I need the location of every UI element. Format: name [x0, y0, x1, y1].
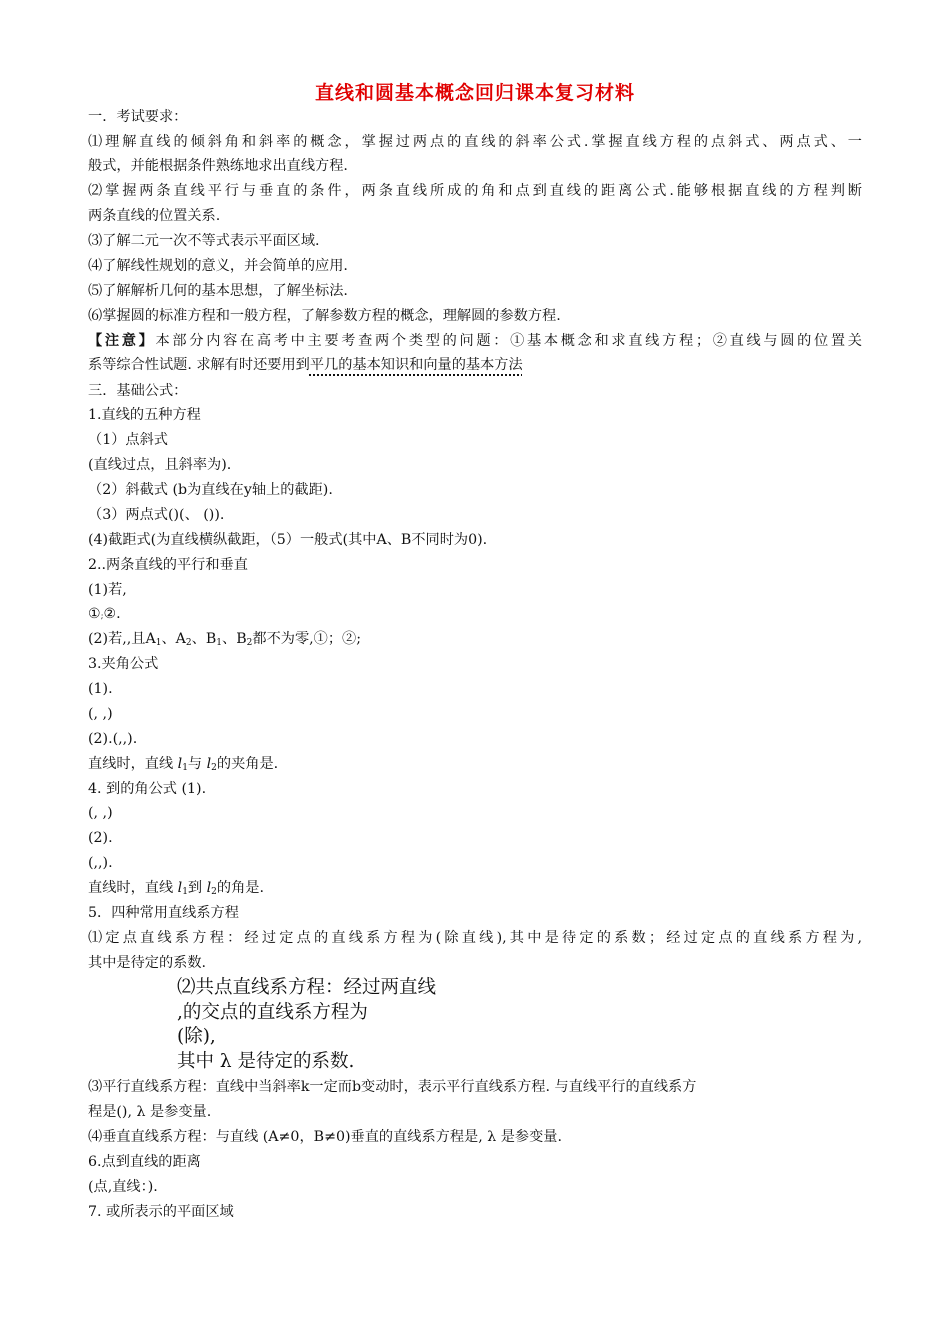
subscript: 1	[182, 887, 188, 897]
symbol: l	[177, 756, 183, 772]
formula-5-4: ⑷垂直直线系方程：与直线 (A≠0，B≠0)垂直的直线系方程是, λ 是参变量.	[88, 1129, 562, 1145]
text: (2)若,,且A	[88, 631, 156, 647]
formula-3-3	[88, 754, 278, 778]
formula-5-3-line-2: 程是(), λ 是参变量.	[88, 1104, 212, 1120]
formula-7-heading: 7. 或所表示的平面区域	[88, 1204, 234, 1220]
section-heading-requirements: 一．考试要求：	[88, 109, 188, 125]
case-2: ②.	[103, 606, 121, 622]
formula-1-1-desc: (直线过点，且斜率为).	[88, 457, 232, 473]
formula-4-heading: 4. 到的角公式 (1).	[88, 781, 207, 797]
formula-1-heading: 1.直线的五种方程	[88, 407, 201, 423]
text: 直线时，直线	[88, 880, 178, 896]
formula-1-4: (4)截距式(为直线横纵截距，（5）一般式(其中A、B不同时为0).	[88, 532, 488, 548]
requirement-2-line-2: 两条直线的位置关系.	[88, 208, 221, 224]
subscript: 2	[211, 763, 217, 773]
section-heading-formulas: 三．基础公式：	[88, 383, 188, 399]
formula-3-1-cond: (, ,)	[88, 706, 113, 722]
text: 的角是.	[216, 880, 264, 896]
requirement-5: ⑸了解解析几何的基本思想，了解坐标法.	[88, 283, 348, 299]
text: 、A	[161, 631, 186, 647]
subscript: 1	[216, 638, 223, 648]
formula-2-2	[88, 629, 361, 653]
text: 直线时，直线	[88, 756, 178, 772]
subscript: 2	[246, 638, 253, 648]
formula-6-1: (点,直线：).	[88, 1179, 158, 1195]
subscript: 2	[185, 638, 192, 648]
text: 、B	[222, 631, 247, 647]
requirement-2-line-1: ⑵掌握两条直线平行与垂直的条件，两条直线所成的角和点到直线的距离公式.能够根据直线的方程判断	[88, 183, 862, 199]
subscript: 2	[211, 887, 217, 897]
requirement-1-line-1: ⑴理解直线的倾斜角和斜率的概念，掌握过两点的直线的斜率公式.掌握直线方程的点斜式、两点式、一	[88, 134, 862, 150]
formula-4-2-cond: (,,).	[88, 855, 113, 871]
formula-5-2-line-4: 其中 λ 是待定的系数.	[177, 1051, 355, 1072]
formula-6-heading: 6.点到直线的距离	[88, 1154, 201, 1170]
symbol: l	[206, 880, 212, 896]
formula-5-1-line-2: 其中是待定的系数.	[88, 955, 207, 971]
formula-5-3-line-1: ⑶平行直线系方程：直线中当斜率k一定而b变动时，表示平行直线系方程. 与直线平行的直线系方	[88, 1079, 697, 1095]
note-text-2: 系等综合性试题. 求解有时还要用到	[88, 357, 310, 373]
case-1: ①	[88, 606, 101, 622]
formula-5-2-line-3: (除),	[177, 1026, 216, 1047]
requirement-4: ⑷了解线性规划的意义，并会简单的应用.	[88, 258, 348, 274]
formula-4-3	[88, 878, 264, 902]
formula-2-1-cases: ①;②.	[88, 606, 121, 622]
note-line-1	[88, 331, 862, 351]
formula-1-2: （2）斜截式 (b为直线在y轴上的截距).	[88, 482, 333, 498]
note-emphasis: 平几的基本知识和向量的基本方法	[309, 357, 523, 373]
note-tag: 【注意】	[88, 333, 156, 349]
symbol: l	[206, 756, 212, 772]
formula-3-heading: 3.夹角公式	[88, 656, 159, 672]
formula-1-3: （3）两点式()(、 ()).	[88, 507, 225, 523]
note-line-2	[88, 355, 523, 375]
formula-2-heading: 2..两条直线的平行和垂直	[88, 557, 248, 573]
document-title: 直线和圆基本概念回归课本复习材料	[314, 82, 635, 104]
formula-4-1-cond: (, ,)	[88, 805, 113, 821]
formula-1-1: （1）点斜式	[88, 432, 168, 448]
requirement-3: ⑶了解二元一次不等式表示平面区域.	[88, 233, 320, 249]
subscript: 1	[182, 763, 188, 773]
formula-2-1: (1)若,	[88, 582, 127, 598]
subscript: 1	[155, 638, 162, 648]
formula-3-1: (1).	[88, 681, 113, 697]
requirement-1-line-2: 般式，并能根据条件熟练地求出直线方程.	[88, 158, 348, 174]
formula-5-2-line-1: ⑵共点直线系方程：经过两直线	[177, 977, 437, 998]
text: 都不为零,①；②;	[252, 631, 361, 647]
text: 的夹角是.	[216, 756, 279, 772]
note-text-1: 本部分内容在高考中主要考查两个类型的问题：①基本概念和求直线方程；②直线与圆的位置关	[155, 333, 862, 349]
formula-3-2: (2).(,,).	[88, 731, 138, 747]
formula-5-1-line-1: ⑴定点直线系方程：经过定点的直线系方程为(除直线),其中是待定的系数；经过定点的直线系方程为,	[88, 930, 862, 946]
formula-4-2: (2).	[88, 830, 113, 846]
text: 与	[187, 756, 207, 772]
requirement-6: ⑹掌握圆的标准方程和一般方程，了解参数方程的概念，理解圆的参数方程.	[88, 308, 561, 324]
formula-5-heading: 5．四种常用直线系方程	[88, 905, 239, 921]
symbol: l	[177, 880, 183, 896]
text: 、B	[191, 631, 217, 647]
text: 到	[187, 880, 207, 896]
formula-5-2-line-2: ,的交点的直线系方程为	[177, 1002, 368, 1023]
